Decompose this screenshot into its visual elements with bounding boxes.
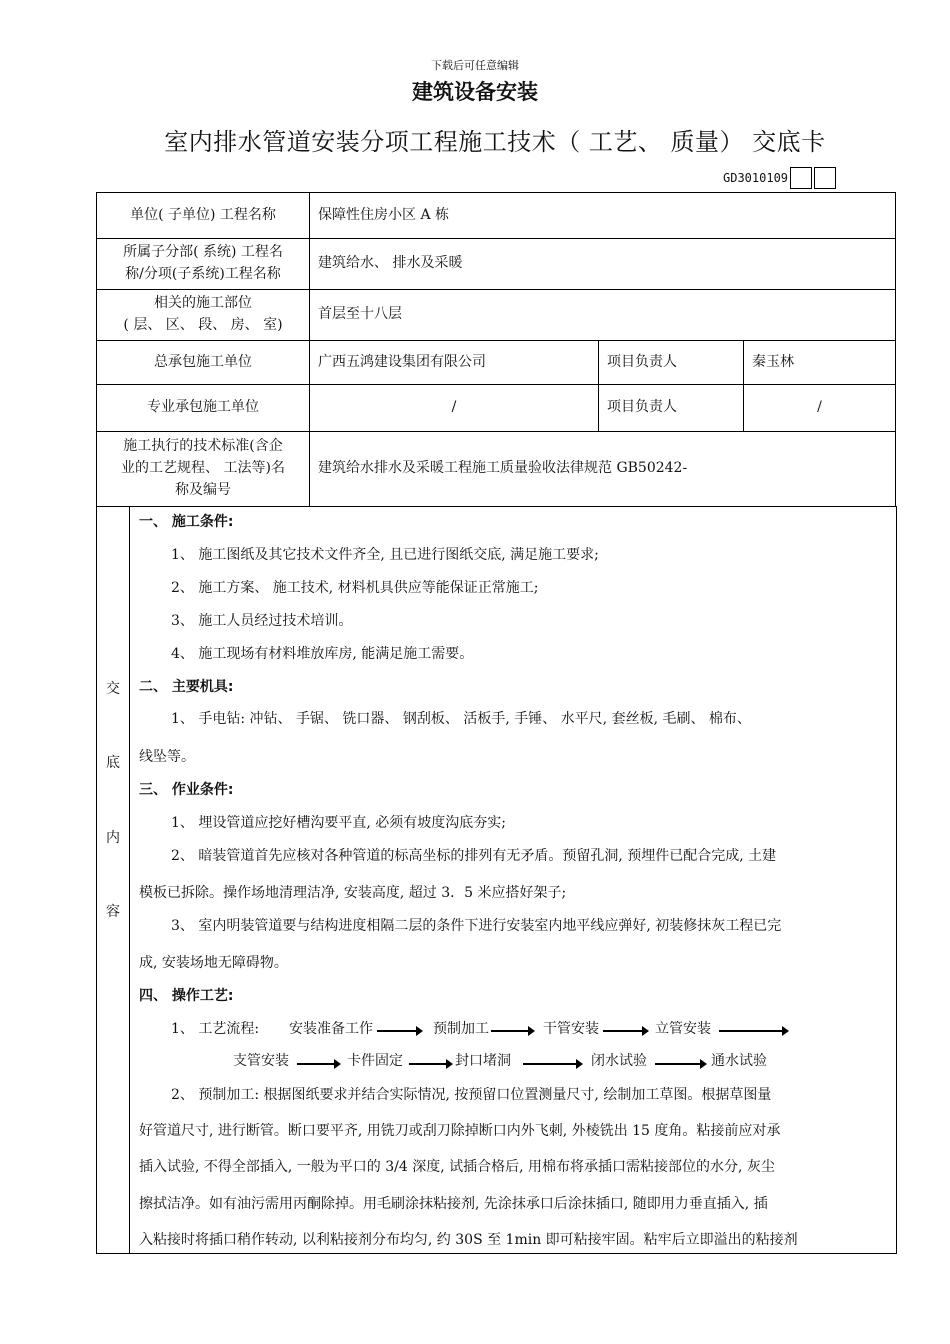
- standard-label: [97, 432, 310, 507]
- location-label: [97, 290, 310, 341]
- section-3-item-1: 1、 埋设管道应挖好槽沟要平直, 必须有坡度沟底夯实;: [171, 815, 506, 831]
- section-1-item-4: 4、 施工现场有材料堆放库房, 能满足施工需要。: [171, 646, 474, 662]
- flow-arrow-1: [377, 1030, 421, 1032]
- general-contractor-value: 广西五鸿建设集团有限公司: [310, 341, 599, 385]
- subsystem-value: 建筑给水、 排水及采暖: [310, 239, 896, 290]
- document-code: [723, 167, 836, 189]
- flow-step-prepare: 安装准备工作: [289, 1021, 373, 1037]
- section-4-item-2-line-3: 插入试验, 不得全部插入, 一般为平口的 3/4 深度, 试插合格后, 用棉布将承插口需粘接部位的水分, 灰尘: [139, 1159, 775, 1175]
- flow-step-riser: 立管安装: [655, 1021, 711, 1037]
- section-4-item-2-line-4: 擦拭洁净。如有油污需用丙酮除掉。用毛刷涂抹粘接剂, 先涂抹承口后涂抹插口, 随即用力垂直插入, 插: [139, 1196, 768, 1212]
- document-category: 建筑设备安装: [412, 80, 538, 104]
- unit-name-value: 保障性住房小区 A 栋: [310, 193, 896, 239]
- section-1-item-2: 2、 施工方案、 施工技术, 材料机具供应等能保证正常施工;: [171, 580, 539, 596]
- flow-arrow-2: [491, 1030, 533, 1032]
- side-char-4: 容: [106, 904, 120, 920]
- document-title: 室内排水管道安装分项工程施工技术（ 工艺、 质量） 交底卡: [164, 128, 826, 156]
- flow-arrow-3: [603, 1030, 647, 1032]
- section-3-item-3-line-2: 成, 安装场地无障碍物。: [139, 955, 288, 971]
- special-contractor-value: /: [310, 385, 599, 432]
- flow-arrow-8: [655, 1063, 705, 1065]
- code-box-1[interactable]: [790, 167, 812, 189]
- special-contractor-label: 专业承包施工单位: [97, 385, 310, 432]
- flow-step-closed-water-test: 闭水试验: [591, 1053, 647, 1069]
- flow-step-water-pass-test: 通水试验: [711, 1053, 767, 1069]
- location-label-line-1: 相关的施工部位: [154, 295, 252, 312]
- section-1-item-3: 3、 施工人员经过技术培训。: [171, 613, 353, 629]
- section-4-item-2-line-1: 2、 预制加工: 根据图纸要求并结合实际情况, 按预留口位置测量尺寸, 绘制加工草图。根据草图量: [171, 1087, 772, 1103]
- standard-label-line-2: 业的工艺规程、 工法等)名: [121, 460, 285, 477]
- flow-step-main-pipe: 干管安装: [543, 1021, 599, 1037]
- section-1-title: 一、 施工条件:: [139, 514, 234, 530]
- briefing-content-box: [96, 506, 897, 1254]
- project-manager-label: 项目负责人: [599, 341, 744, 385]
- section-4-item-2-line-2: 好管道尺寸, 进行断管。断口要平齐, 用铣刀或刮刀除掉断口内外飞刺, 外棱铣出 15 度角。粘接前应对承: [139, 1123, 781, 1139]
- top-note: 下载后可任意编辑: [431, 59, 519, 72]
- unit-name-label: 单位( 子单位) 工程名称: [97, 193, 310, 239]
- flow-step-seal: 封口堵洞: [455, 1053, 511, 1069]
- standard-label-line-3: 称及编号: [175, 481, 231, 498]
- subsystem-label-line-1: 所属子分部( 系统) 工程名: [123, 244, 283, 261]
- flow-arrow-5: [297, 1063, 339, 1065]
- section-2-item-1-line-1: 1、 手电钻: 冲钻、 手锯、 铣口器、 钢刮板、 活板手, 手锤、 水平尺, 套丝板, 毛刷、 棉布、: [171, 711, 751, 727]
- flow-arrow-7: [523, 1063, 581, 1065]
- flow-arrow-6: [409, 1063, 451, 1065]
- section-4-item-2-line-5: 入粘接时将插口稍作转动, 以利粘接剂分布均匀, 约 30S 至 1min 即可粘接牢固。粘牢后立即溢出的粘接剂: [139, 1232, 798, 1248]
- general-contractor-label: 总承包施工单位: [97, 341, 310, 385]
- briefing-side-label: [97, 506, 130, 1253]
- code-text: GD3010109: [723, 171, 789, 185]
- project-manager-2-label: 项目负责人: [599, 385, 744, 432]
- flow-step-prefab: 预制加工: [433, 1021, 489, 1037]
- flow-arrow-4: [719, 1030, 787, 1032]
- location-label-line-2: ( 层、 区、 段、 房、 室): [123, 317, 283, 333]
- section-3-item-2-line-1: 2、 暗装管道首先应核对各种管道的标高坐标的排列有无矛盾。预留孔洞, 预埋件已配合完成, 土建: [171, 848, 777, 864]
- project-manager-value: 秦玉林: [744, 341, 896, 385]
- standard-value: 建筑给水排水及采暖工程施工质量验收法律规范 GB50242-: [310, 432, 896, 507]
- side-char-1: 交: [106, 681, 120, 697]
- project-manager-2-value: /: [744, 385, 896, 432]
- section-2-title: 二、 主要机具:: [139, 679, 234, 695]
- info-table: [96, 192, 896, 507]
- subsystem-label-line-2: 称/分项(子系统)工程名称: [125, 266, 281, 282]
- location-value: 首层至十八层: [310, 290, 896, 341]
- code-box-2[interactable]: [814, 167, 836, 189]
- side-char-3: 内: [106, 830, 120, 846]
- section-3-item-2-line-2: 模板已拆除。操作场地清理洁净, 安装高度, 超过 3．5 米应搭好架子;: [139, 885, 567, 901]
- section-4-title: 四、 操作工艺:: [139, 988, 234, 1004]
- side-char-2: 底: [106, 755, 120, 771]
- subsystem-label: [97, 239, 310, 290]
- flow-step-branch: 支管安装: [233, 1053, 289, 1069]
- standard-label-line-1: 施工执行的技术标准(含企: [123, 438, 283, 455]
- section-3-title: 三、 作业条件:: [139, 782, 234, 798]
- section-1-item-1: 1、 施工图纸及其它技术文件齐全, 且已进行图纸交底, 满足施工要求;: [171, 547, 599, 563]
- flow-step-fix: 卡件固定: [347, 1053, 403, 1069]
- section-2-item-1-line-2: 线坠等。: [139, 749, 195, 765]
- section-3-item-3-line-1: 3、 室内明装管道要与结构进度相隔二层的条件下进行安装室内地平线应弹好, 初装修抹灰工程已完: [171, 918, 782, 934]
- process-flow-prefix: 1、 工艺流程:: [171, 1021, 260, 1037]
